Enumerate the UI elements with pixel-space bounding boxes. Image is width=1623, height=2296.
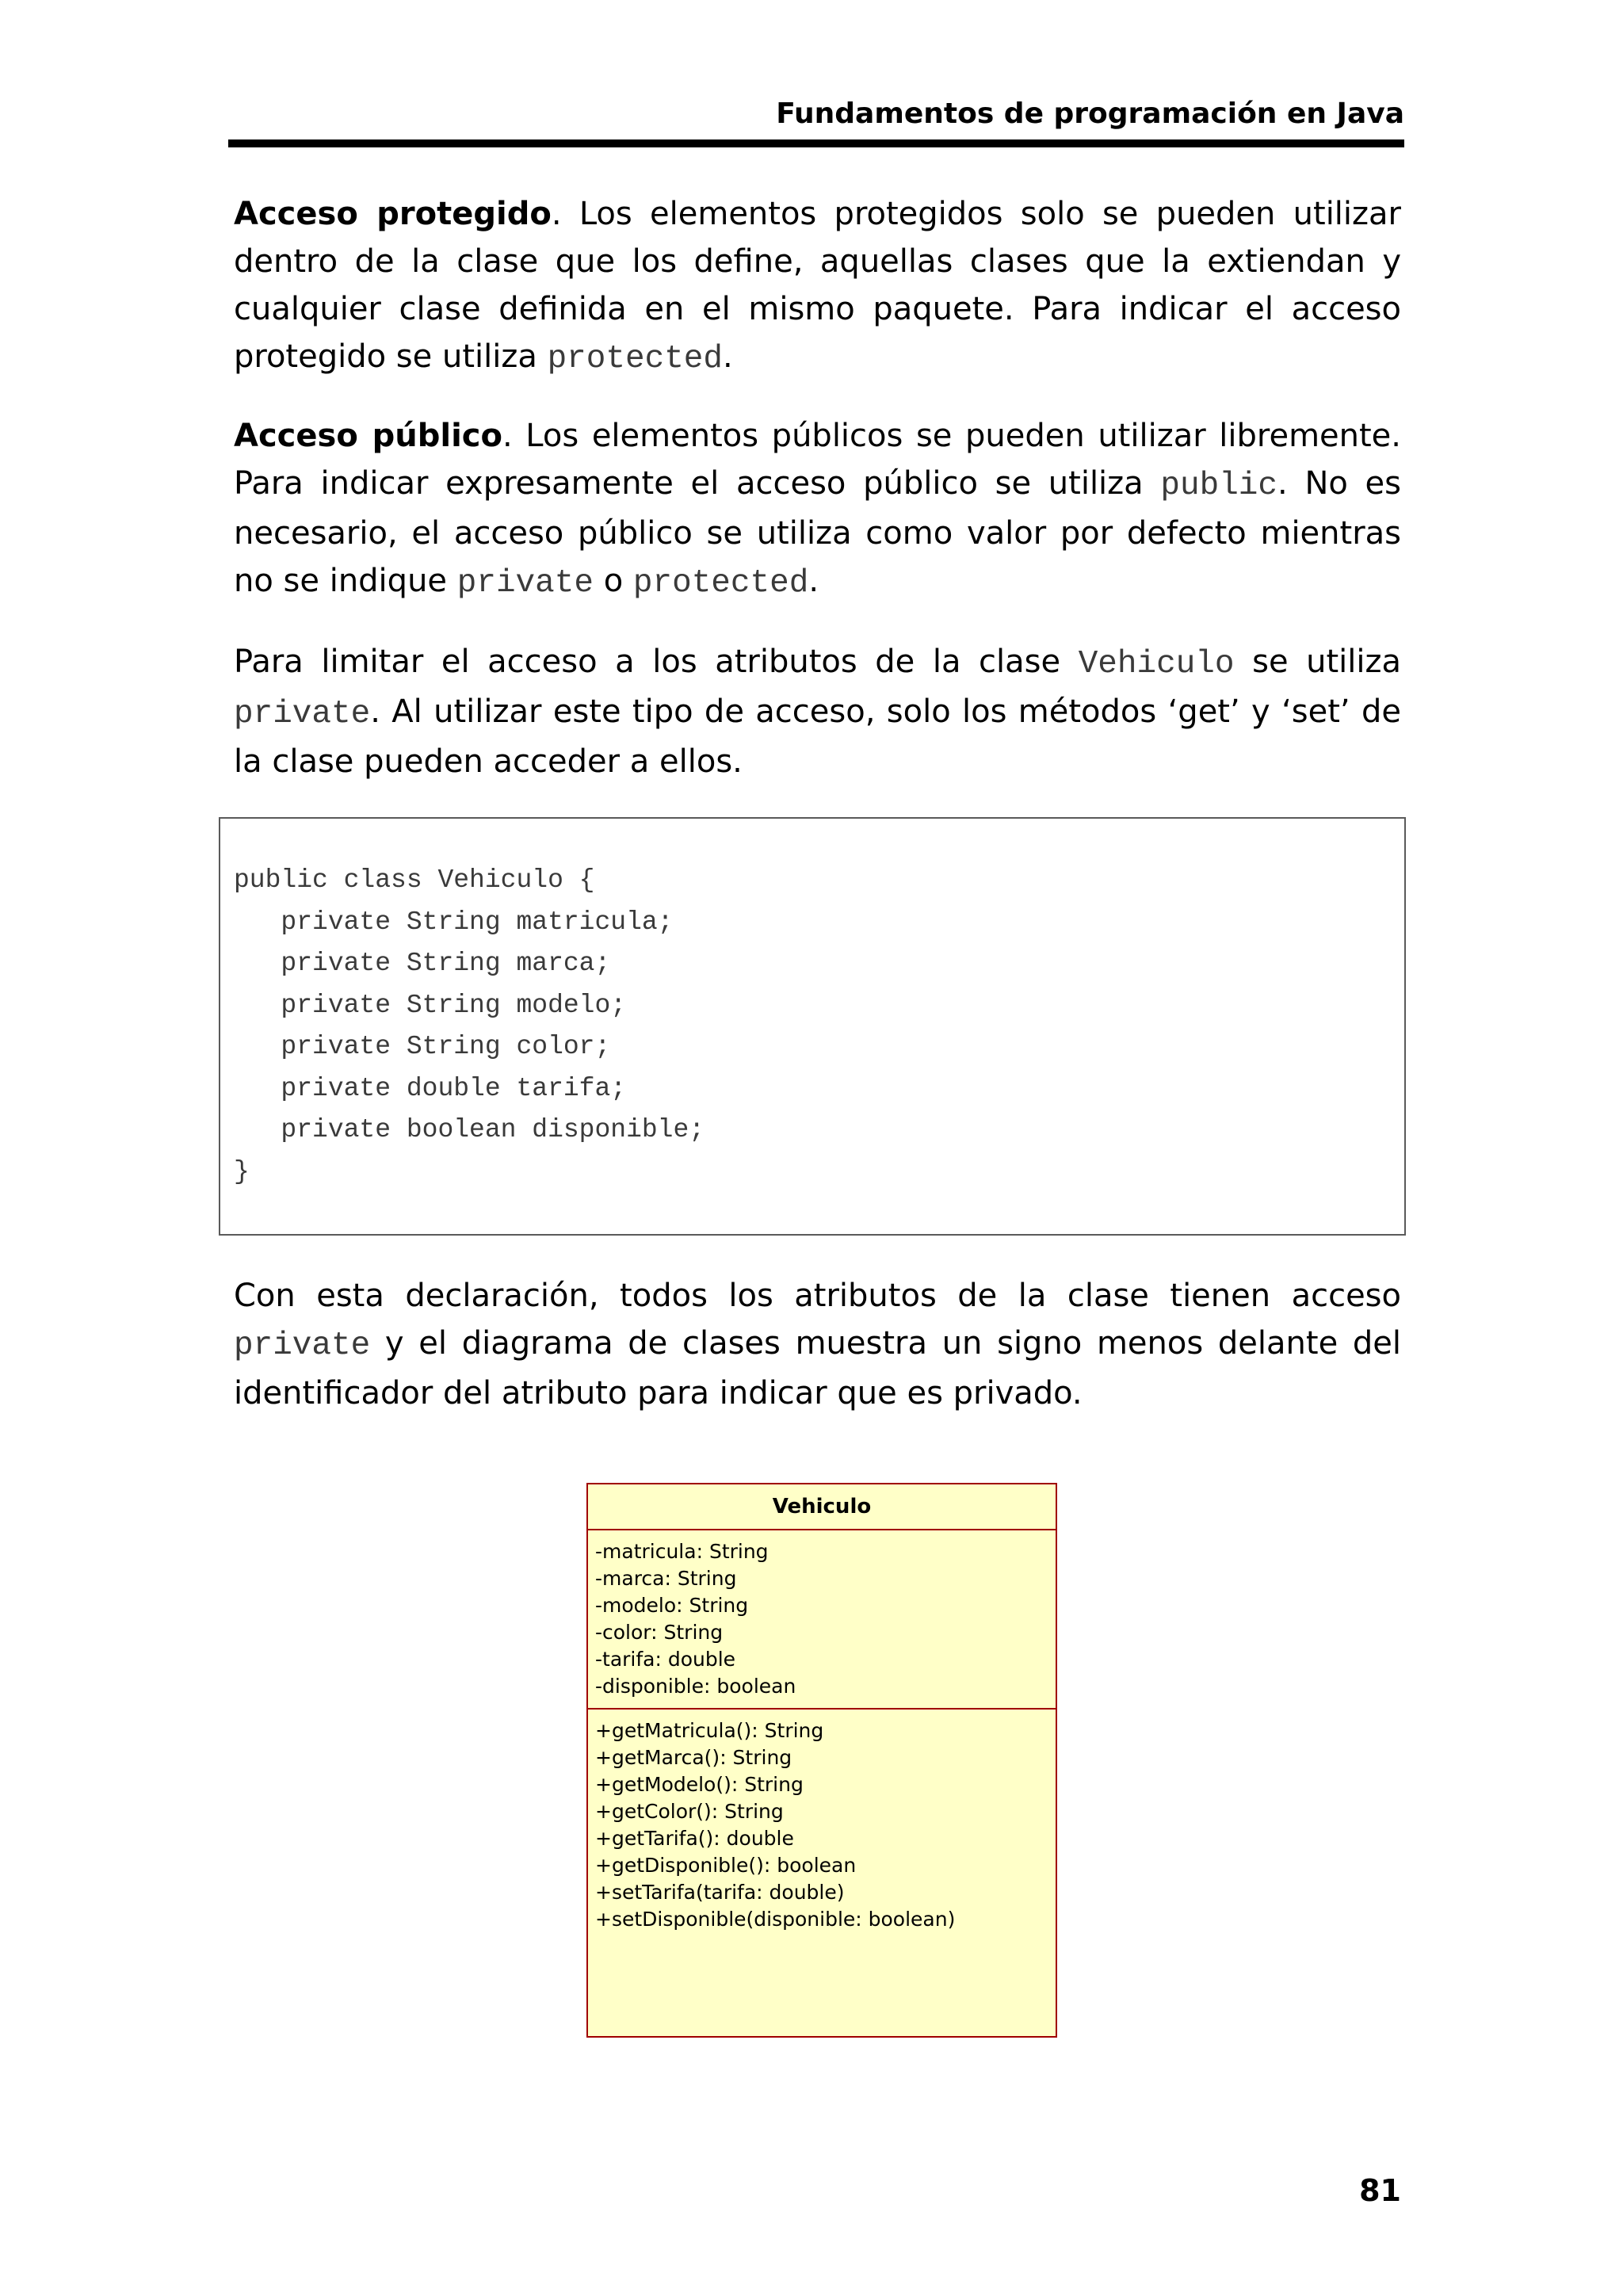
uml-attribute: -modelo: String bbox=[595, 1594, 749, 1617]
term-public-access: Acceso público bbox=[234, 418, 502, 454]
code-line: private double tarifa; bbox=[234, 1073, 627, 1103]
uml-attribute: -marca: String bbox=[595, 1567, 737, 1590]
uml-attribute: -disponible: boolean bbox=[595, 1675, 796, 1698]
paragraph-private-declaration bbox=[234, 1272, 1401, 1417]
code-line: private String matricula; bbox=[234, 907, 674, 937]
paragraph-public-access bbox=[234, 412, 1401, 607]
paragraph-protected-access bbox=[234, 190, 1401, 383]
uml-operation: +getColor(): String bbox=[595, 1800, 784, 1823]
code-keyword: public bbox=[1160, 468, 1278, 504]
paragraph-text: Con esta declaración, todos los atributos de la clase tienen acceso bbox=[234, 1278, 1401, 1314]
uml-operation: +setDisponible(disponible: boolean) bbox=[595, 1908, 956, 1931]
paragraph-text: . Al utilizar este tipo de acceso, solo los métodos ‘get’ y ‘set’ de la clase pueden acceder a ellos. bbox=[234, 693, 1401, 780]
code-keyword: private bbox=[234, 1328, 371, 1364]
uml-attribute: -matricula: String bbox=[595, 1540, 769, 1563]
running-header-title: Fundamentos de programación en Java bbox=[776, 97, 1404, 130]
uml-operation: +getMarca(): String bbox=[595, 1746, 792, 1769]
code-line: private String modelo; bbox=[234, 990, 627, 1020]
uml-operation: +getModelo(): String bbox=[595, 1773, 804, 1796]
paragraph-text: y el diagrama de clases muestra un signo menos delante del identificador del atributo para indicar que es privado. bbox=[234, 1325, 1401, 1412]
paragraph-text: se utiliza bbox=[1234, 644, 1401, 680]
header-rule bbox=[228, 139, 1404, 147]
code-listing-box bbox=[219, 817, 1406, 1236]
code-line: private String marca; bbox=[234, 949, 611, 978]
paragraph-text: . bbox=[723, 338, 733, 375]
uml-operation: +getMatricula(): String bbox=[595, 1719, 824, 1742]
uml-attributes-compartment bbox=[588, 1530, 1056, 1710]
code-keyword: private bbox=[456, 565, 594, 602]
uml-class-diagram bbox=[586, 1483, 1057, 2038]
term-protected-access: Acceso protegido bbox=[234, 196, 552, 232]
code-keyword: protected bbox=[632, 565, 809, 602]
uml-attribute: -tarifa: double bbox=[595, 1648, 736, 1671]
uml-operation: +getTarifa(): double bbox=[595, 1827, 794, 1850]
uml-operation: +setTarifa(tarifa: double) bbox=[595, 1881, 845, 1904]
paragraph-text: o bbox=[593, 563, 633, 599]
code-line: public class Vehiculo { bbox=[234, 865, 595, 895]
code-keyword: private bbox=[234, 696, 371, 732]
paragraph-text: . No es necesario, el acceso público se utiliza como valor por defecto mientras no se indique bbox=[234, 465, 1401, 599]
code-line: } bbox=[234, 1156, 250, 1186]
code-line: private boolean disponible; bbox=[234, 1115, 705, 1144]
paragraph-limit-access bbox=[234, 638, 1401, 785]
paragraph-text: Para limitar el acceso a los atributos de la clase bbox=[234, 644, 1079, 680]
paragraph-text: . bbox=[808, 563, 819, 599]
code-listing bbox=[234, 860, 705, 1193]
paragraph-text: . Los elementos públicos se pueden utilizar libremente. Para indicar expresamente el acceso público se utiliza bbox=[234, 418, 1401, 502]
page-number: 81 bbox=[1359, 2173, 1401, 2208]
uml-attribute: -color: String bbox=[595, 1621, 724, 1644]
uml-operations-compartment bbox=[588, 1710, 1056, 1933]
code-line: private String color; bbox=[234, 1032, 611, 1061]
code-class-name: Vehiculo bbox=[1078, 646, 1235, 682]
uml-operation: +getDisponible(): boolean bbox=[595, 1854, 857, 1877]
uml-class-name: Vehiculo bbox=[588, 1484, 1056, 1530]
code-keyword: protected bbox=[547, 341, 724, 377]
paragraph-text: . Los elementos protegidos solo se pueden utilizar dentro de la clase que los define, aquellas clases que la extiendan y cualquier clase definida en el mismo paquete. Para indicar el acceso protegido se utiliza bbox=[234, 196, 1401, 375]
